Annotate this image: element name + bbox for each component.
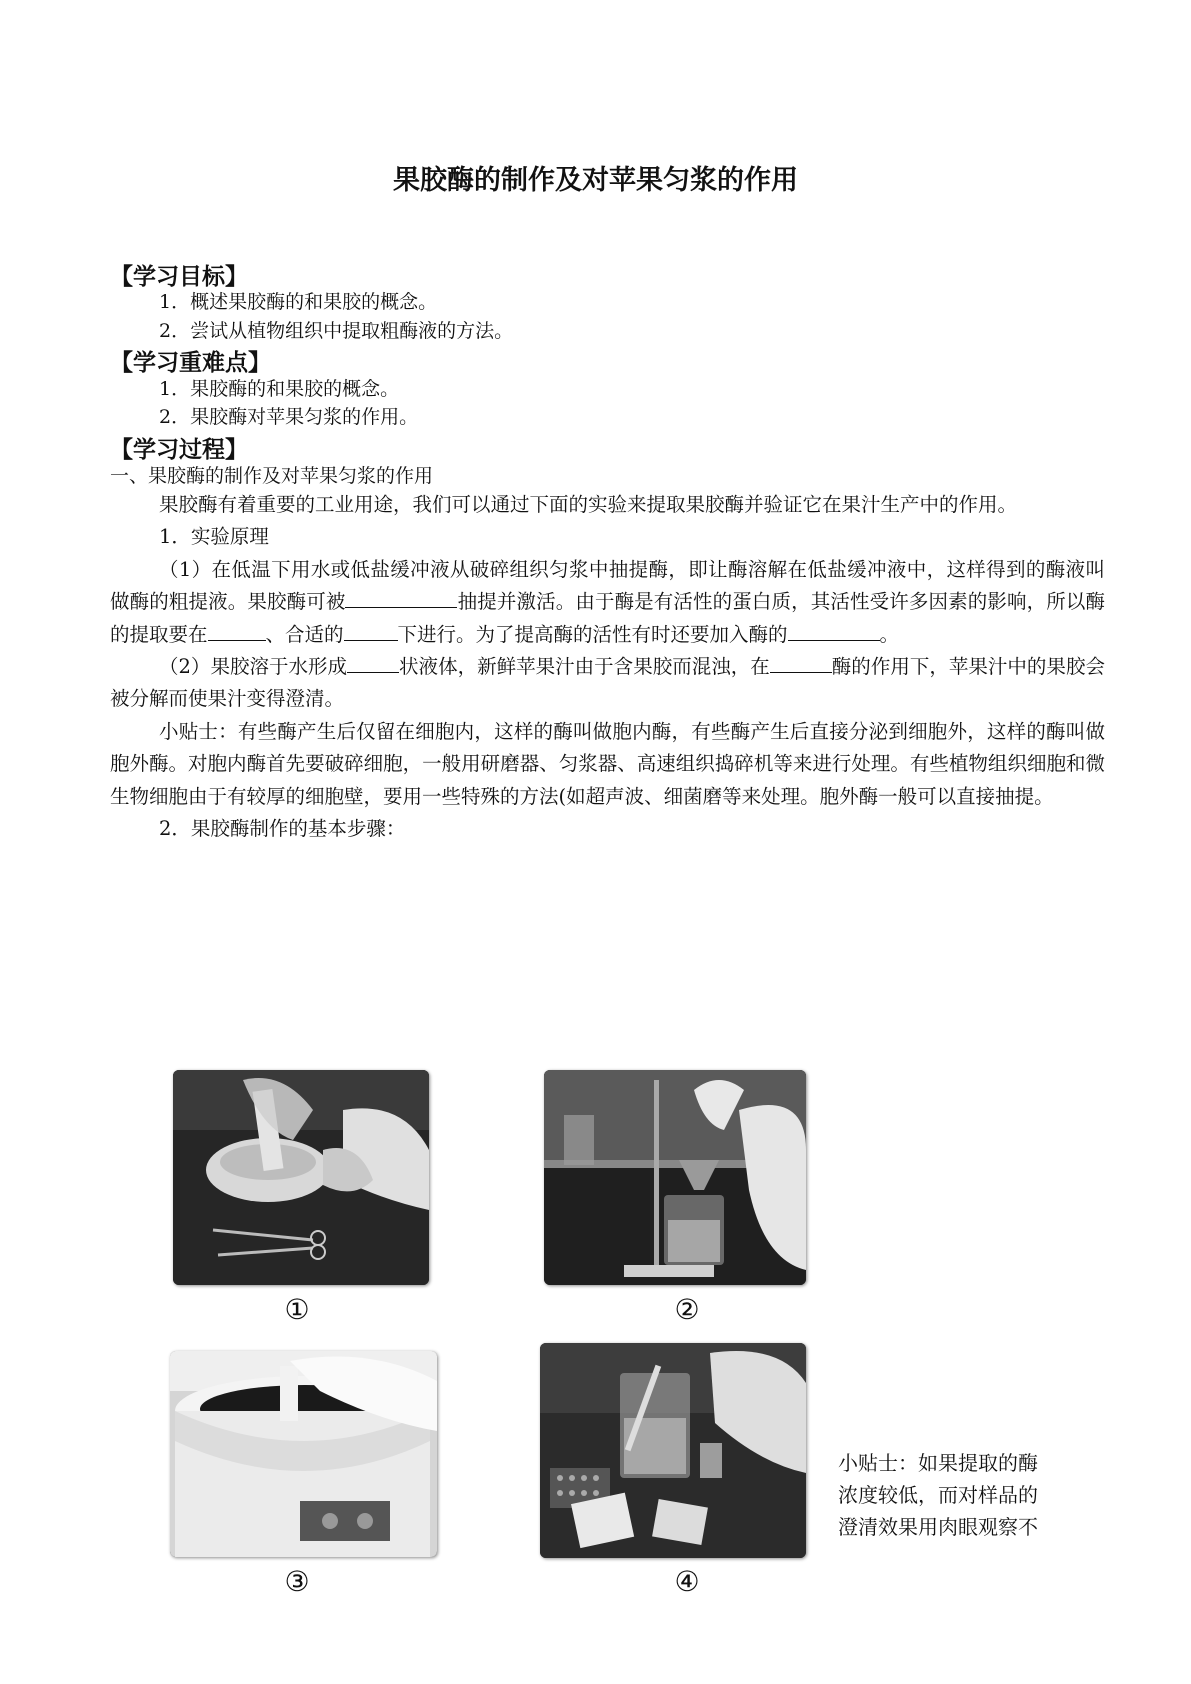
- steps-title: 2．果胶酶制作的基本步骤：: [159, 817, 406, 841]
- document-title: 果胶酶的制作及对苹果匀浆的作用: [393, 165, 798, 196]
- objectives-heading: 【学习目标】: [110, 264, 248, 290]
- fill-blank-4[interactable]: [788, 620, 880, 641]
- principle-paragraph-2: （2）果胶溶于水形成 状液体，新鲜苹果汁由于含果胶而混浊，在 酶的作用下，苹果汁中的果胶会被分解而使果汁变得澄清。: [110, 651, 1105, 716]
- photo-label-4: ④: [674, 1565, 700, 1598]
- photo-filtering-beaker: [544, 1070, 806, 1285]
- side-tip-line-2: 浓度较低，而对样品的: [838, 1483, 1038, 1507]
- process-heading: 【学习过程】: [110, 437, 248, 463]
- side-tip-line-1: 小贴士：如果提取的酶: [838, 1451, 1038, 1475]
- fill-blank-5[interactable]: [347, 652, 399, 673]
- main-body: [110, 489, 1105, 845]
- photo-label-2: ②: [674, 1293, 700, 1326]
- photo-grinding-mortar: [173, 1070, 429, 1285]
- part-one-title: 一、果胶酶的制作及对苹果匀浆的作用: [110, 465, 434, 487]
- photo-ph-testing: [540, 1343, 806, 1558]
- objective-item-1: 1．概述果胶酶的和果胶的概念。: [159, 291, 438, 313]
- objective-item-2: 2．尝试从植物组织中提取粗酶液的方法。: [159, 320, 514, 342]
- principle-title: 1．实验原理: [159, 525, 269, 549]
- side-tip: [838, 1447, 1083, 1543]
- photo-label-1: ①: [284, 1293, 310, 1326]
- key-points-heading: 【学习重难点】: [110, 350, 271, 376]
- photo-centrifuge: [170, 1351, 437, 1557]
- photo-label-3: ③: [284, 1565, 310, 1598]
- key-point-item-2: 2．果胶酶对苹果匀浆的作用。: [159, 406, 419, 428]
- tip-paragraph: 小贴士：有些酶产生后仅留在细胞内，这样的酶叫做胞内酶，有些酶产生后直接分泌到细胞外，这样的酶叫做胞外酶。对胞内酶首先要破碎细胞，一般用研磨器、匀浆器、高速组织捣碎机等来进行处理。有些植物组织细胞和微生物细胞由于有较厚的细胞壁，要用一些特殊的方法(如超声波、细菌磨等来处理。胞外酶一般可以直接抽提。: [110, 719, 1105, 808]
- intro-paragraph: 果胶酶有着重要的工业用途，我们可以通过下面的实验来提取果胶酶并验证它在果汁生产中的作用。: [159, 493, 1018, 516]
- fill-blank-1[interactable]: [345, 587, 457, 608]
- principle-paragraph-1: （1）在低温下用水或低盐缓冲液从破碎组织匀浆中抽提酶，即让酶溶解在低盐缓冲液中，这样得到的酶液叫做酶的粗提液。果胶酶可被 抽提并激活。由于酶是有活性的蛋白质，其活性受许多因素的影响，所以酶的提取要在 、合适的 下进行。为了提高酶的活性有时还要加入酶的 。: [110, 557, 1105, 646]
- side-tip-line-3: 澄清效果用肉眼观察不: [838, 1515, 1038, 1539]
- fill-blank-6[interactable]: [770, 652, 832, 673]
- key-point-item-1: 1．果胶酶的和果胶的概念。: [159, 378, 400, 400]
- fill-blank-2[interactable]: [208, 620, 266, 641]
- fill-blank-3[interactable]: [344, 620, 398, 641]
